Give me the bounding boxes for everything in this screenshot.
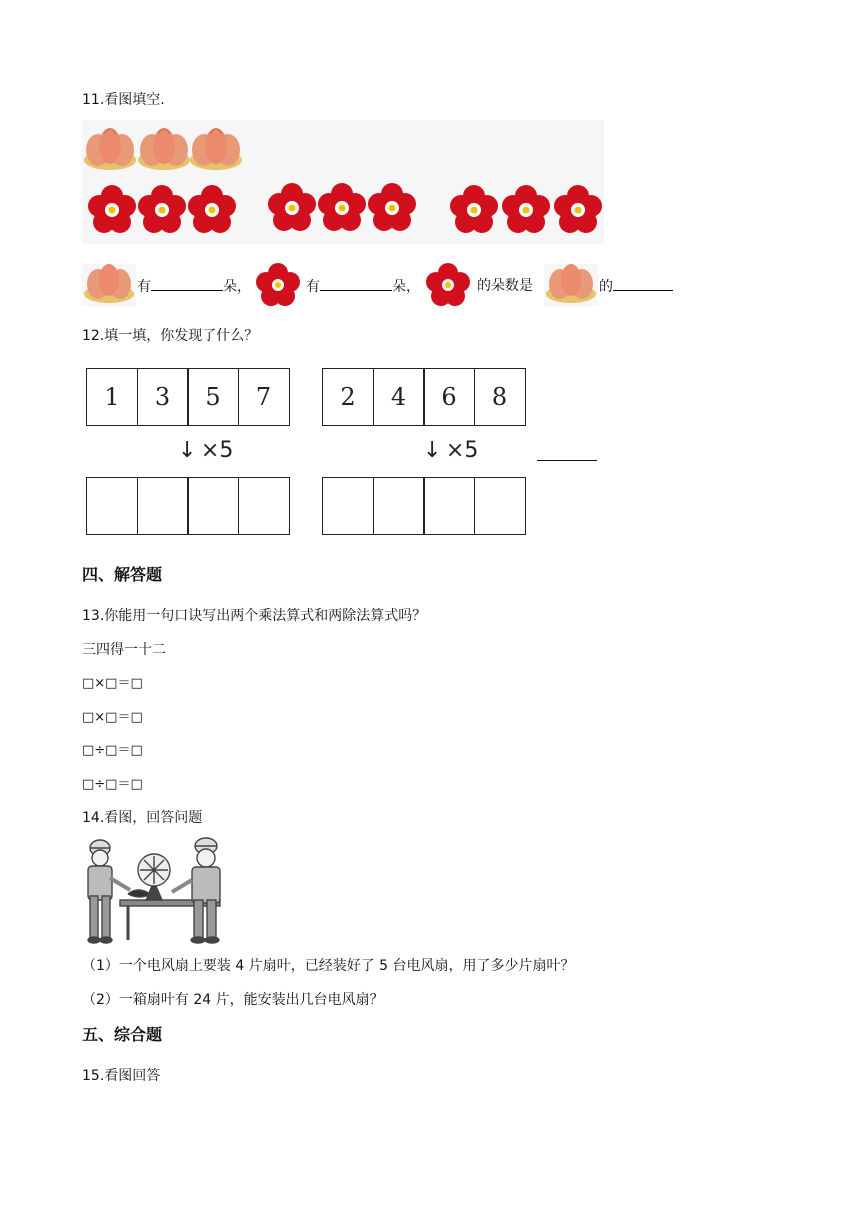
answer-cell[interactable] xyxy=(474,477,526,535)
equation-line: □÷□＝□ xyxy=(82,777,143,792)
q12-operation-1 xyxy=(178,438,233,463)
q14-subquestion-2: （2）一箱扇叶有 24 片，能安装出几台电风扇？ xyxy=(82,992,384,1008)
answer-cell[interactable] xyxy=(322,477,374,535)
red-flower-group-3 xyxy=(450,185,602,233)
q11-fill-line xyxy=(82,262,682,308)
red-flower-icon xyxy=(420,262,476,308)
fill-text-4: 的 xyxy=(599,276,673,297)
fill-text-2: 有 朵， xyxy=(306,276,420,297)
operation-label: ×5 xyxy=(445,438,479,463)
lotus-flower-icon xyxy=(138,128,190,170)
number-cell: 5 xyxy=(187,368,239,426)
q12-group2-top xyxy=(322,368,526,426)
operation-label: ×5 xyxy=(200,438,234,463)
answer-cell[interactable] xyxy=(86,477,138,535)
number-cell: 4 xyxy=(373,368,425,426)
q14-title: 14.看图，回答问题 xyxy=(82,810,203,826)
q14-subquestion-1: （1）一个电风扇上要装 4 片扇叶，已经装好了 5 台电风扇，用了多少片扇叶？ xyxy=(82,958,575,974)
q12-group1-top xyxy=(86,368,290,426)
down-arrow-icon: ↓ xyxy=(423,438,442,463)
answer-cell[interactable] xyxy=(187,477,239,535)
section-heading: 四、解答题 xyxy=(82,565,163,584)
number-cell: 2 xyxy=(322,368,374,426)
lotus-row xyxy=(84,128,242,170)
equation-line: □×□＝□ xyxy=(82,710,143,725)
section-heading: 五、综合题 xyxy=(82,1025,163,1044)
red-flower-icon xyxy=(250,262,306,308)
down-arrow-icon: ↓ xyxy=(178,438,197,463)
q11-title: 11.看图填空. xyxy=(82,92,165,108)
number-cell: 1 xyxy=(86,368,138,426)
lotus-flower-icon xyxy=(84,128,136,170)
equation-line: □÷□＝□ xyxy=(82,743,143,758)
red-flower-group-1 xyxy=(88,185,236,233)
answer-blank[interactable] xyxy=(320,276,392,291)
number-cell: 6 xyxy=(423,368,475,426)
equation-line: □×□＝□ xyxy=(82,676,143,691)
q13-rhyme: 三四得一十二 xyxy=(82,642,166,658)
lotus-flower-icon xyxy=(190,128,242,170)
lotus-flower-icon xyxy=(544,264,598,306)
q15-title: 15.看图回答 xyxy=(82,1068,161,1084)
answer-cell[interactable] xyxy=(373,477,425,535)
answer-cell[interactable] xyxy=(238,477,290,535)
q13-title: 13.你能用一句口诀写出两个乘法算式和两除法算式吗？ xyxy=(82,608,427,624)
fill-text-3: 的朵数是 xyxy=(477,278,533,294)
number-cell: 3 xyxy=(137,368,189,426)
answer-cell[interactable] xyxy=(137,477,189,535)
flower-picture-svg xyxy=(82,120,604,244)
q12-operation-2 xyxy=(423,438,478,463)
q12-title: 12.填一填，你发现了什么？ xyxy=(82,328,259,344)
q12-group2-bottom xyxy=(322,477,526,535)
red-flower-group-2 xyxy=(268,183,416,231)
fill-text-1: 有 朵， xyxy=(137,276,251,297)
number-cell: 8 xyxy=(474,368,526,426)
q12-answer-blank[interactable] xyxy=(537,460,597,461)
answer-blank[interactable] xyxy=(151,276,223,291)
lotus-flower-icon xyxy=(82,264,136,306)
number-cell: 7 xyxy=(238,368,290,426)
answer-blank[interactable] xyxy=(613,276,673,291)
answer-cell[interactable] xyxy=(423,477,475,535)
q11-flower-picture xyxy=(82,120,604,244)
workers-assembling-fans-illustration xyxy=(80,834,242,946)
q12-group1-bottom xyxy=(86,477,290,535)
